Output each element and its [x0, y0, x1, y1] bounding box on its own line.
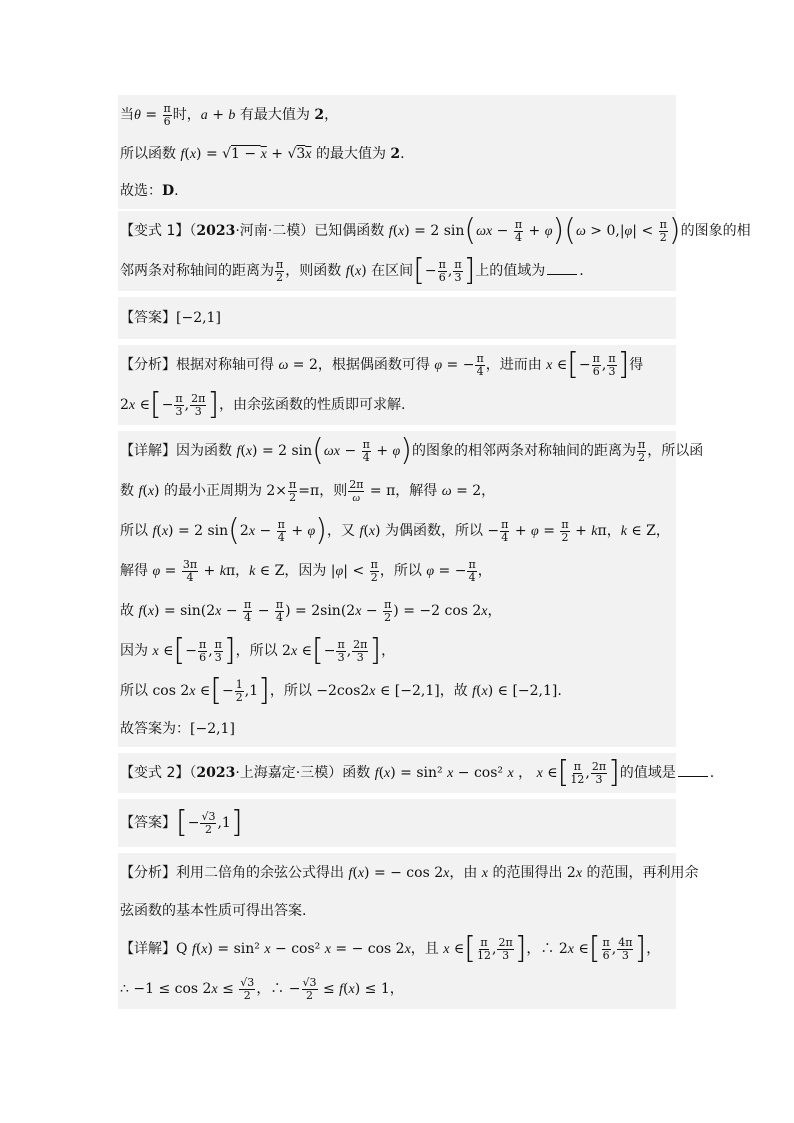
line-22: ∴ −1 ≤ cos 2x ≤ $\frac{√3}{2}$ ，∴ − $\frac{√3}{2}$ ≤ f(x) ≤ 1，	[120, 975, 404, 1002]
line-14: 因为 x ∈[− $\frac{\pi}{6}$ , $\frac{\pi}{3}$ ]，所以 2x ∈[− $\frac{\pi}{3}$ , $\frac{2\pi}{3}$ ]，	[120, 633, 396, 668]
line-15: 所以 cos 2x ∈[− $\frac{1}{2}$ ,1]，所以 −2cos2x ∈ [−2,1]，故 f(x) ∈ [−2,1].	[120, 673, 562, 708]
line-20: 弦函数的基本性质可得出答案.	[120, 903, 307, 919]
line-21: 【详解】Q f(x) = sin² x − cos² x = − cos 2x，且 x ∈[ $\frac{\pi}{12}$ , $\frac{2\pi}{3}$ ]，∴ 2x ∈[ $\frac{\pi}{6}$ , $\frac{4\pi}{3}$ ]，	[120, 931, 661, 966]
line-1: 当θ = $\frac{\pi}{6}$ 时，a + b 有最大值为 2，	[120, 101, 339, 128]
line-6: 【答案】[−2,1]	[120, 310, 221, 326]
line-10: 数 f(x) 的最小正周期为 2× $\frac{\pi}{2}$ =π，则 $\frac{2\pi}{\omega}$ = π，解得 ω = 2，	[120, 477, 496, 504]
line-9: 【详解】因为函数 f(x) = 2 sin(ωx − $\frac{\pi}{4}$ + φ)的图象的相邻两条对称轴间的距离为 $\frac{\pi}{2}$ ，所以函	[120, 433, 704, 468]
variant-1-tag: 【变式 1】	[120, 223, 190, 239]
line-8: 2x ∈[− $\frac{\pi}{3}$ , $\frac{2\pi}{3}$ ]，由余弦函数的性质即可求解.	[120, 387, 406, 422]
line-16: 故答案为：[−2,1]	[120, 721, 235, 737]
line-17: 【变式 2】（2023·上海嘉定·三模）函数 f(x) = sin² x − cos² x ， x ∈[ $\frac{\pi}{12}$ , $\frac{2\pi}{3}$ ]的值域是 .	[120, 755, 715, 790]
line-7: 【分析】根据对称轴可得 ω = 2，根据偶函数可得 φ = − $\frac{\pi}{4}$ ，进而由 x ∈[− $\frac{\pi}{6}$ , $\frac{\pi}{3}$ ]得	[120, 347, 644, 382]
line-2: 所以函数 f(x) = √1 − x + √3x 的最大值为 2.	[120, 146, 405, 162]
line-11: 所以 f(x) = 2 sin(2x − $\frac{\pi}{4}$ + φ)，又 f(x) 为偶函数，所以 − $\frac{\pi}{4}$ + φ = $\frac{\pi}{2}$ + kπ，k ∈ Z，	[120, 513, 670, 548]
line-5: 邻两条对称轴间的距离为 $\frac{\pi}{2}$ ，则函数 f(x) 在区间[− $\frac{\pi}{6}$ , $\frac{\pi}{3}$ ]上的值域为 .	[120, 253, 584, 288]
line-18: 【答案】[− $\frac{√3}{2}$ ,1]	[120, 805, 243, 840]
line-13: 故 f(x) = sin(2x − $\frac{\pi}{4}$ − $\frac{\pi}{4}$ ) = 2sin(2x − $\frac{\pi}{2}$ ) = −2 cos 2x，	[120, 597, 502, 624]
line-12: 解得 φ = $\frac{3\pi}{4}$ + kπ，k ∈ Z，因为 |φ| < $\frac{\pi}{2}$ ，所以 φ = − $\frac{\pi}{4}$ ，	[120, 557, 492, 584]
variant-2-tag: 【变式 2】	[120, 765, 190, 781]
line-19: 【分析】利用二倍角的余弦公式得出 f(x) = − cos 2x，由 x 的范围得出 2x 的范围，再利用余	[120, 865, 699, 881]
document-body	[118, 95, 751, 1009]
line-4: 【变式 1】（2023·河南·二模）已知偶函数 f(x) = 2 sin(ωx − $\frac{\pi}{4}$ + φ)(ω > 0,|φ| < $\frac{\pi}{2}$ )的图象的相	[120, 213, 751, 248]
line-3: 故选：D.	[120, 183, 179, 199]
